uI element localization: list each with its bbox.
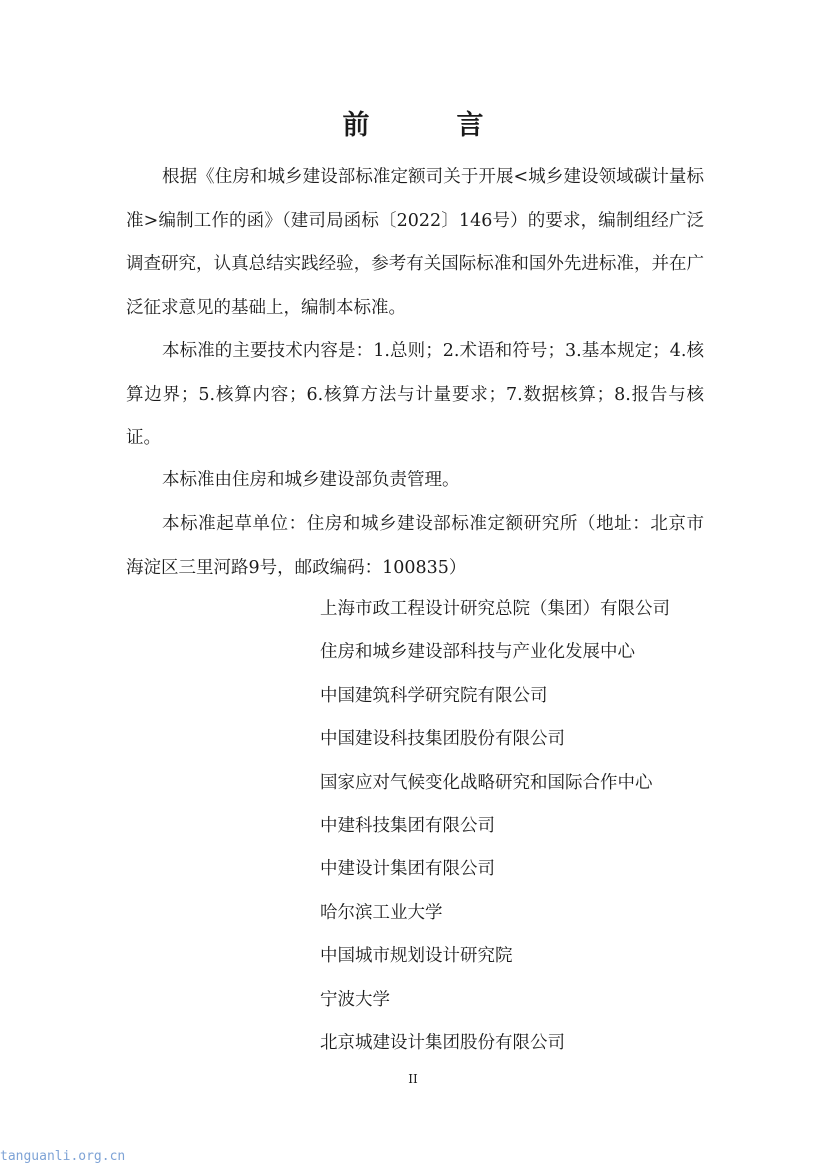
- page-title: 前 言: [342, 110, 514, 141]
- list-item: 住房和城乡建设部科技与产业化发展中心: [320, 642, 635, 663]
- watermark: tanguanli.org.cn: [0, 1149, 126, 1164]
- list-item: 哈尔滨工业大学: [320, 902, 443, 923]
- organization-list: [320, 588, 670, 1065]
- list-item: 北京城建设计集团股份有限公司: [320, 1033, 565, 1054]
- list-item: 国家应对气候变化战略研究和国际合作中心: [320, 772, 653, 793]
- page-number: II: [408, 1072, 418, 1086]
- list-item: 中国建筑科学研究院有限公司: [320, 685, 548, 706]
- list-item: 上海市政工程设计研究总院（集团）有限公司: [320, 599, 670, 619]
- paragraph-management: 本标准由住房和城乡建设部负责管理。: [162, 470, 460, 490]
- list-item: 中国城市规划设计研究院: [320, 946, 513, 967]
- list-item: 中建设计集团有限公司: [320, 859, 495, 880]
- list-item: 中国建设科技集团股份有限公司: [320, 729, 565, 750]
- paragraph-background: 根据《住房和城乡建设部标准定额司关于开展<城乡建设领域碳计量标准>编制工作的函》（建司局函标〔2022〕146号）的要求，编制组经广泛调查研究，认真总结实践经验，参考有关国际标准和国外先进标准，并在广泛征求意见的基础上，编制本标准。: [126, 167, 704, 318]
- list-item: 宁波大学: [320, 989, 390, 1010]
- paragraph-main-contents: 本标准的主要技术内容是：1.总则；2.术语和符号；3.基本规定；4.核算边界；5.核算内容；6.核算方法与计量要求；7.数据核算；8.报告与核证。: [126, 341, 704, 448]
- paragraph-drafting-unit: 本标准起草单位：住房和城乡建设部标准定额研究所（地址：北京市海淀区三里河路9号，邮政编码：100835）: [126, 514, 704, 578]
- list-item: 中建科技集团有限公司: [320, 816, 495, 837]
